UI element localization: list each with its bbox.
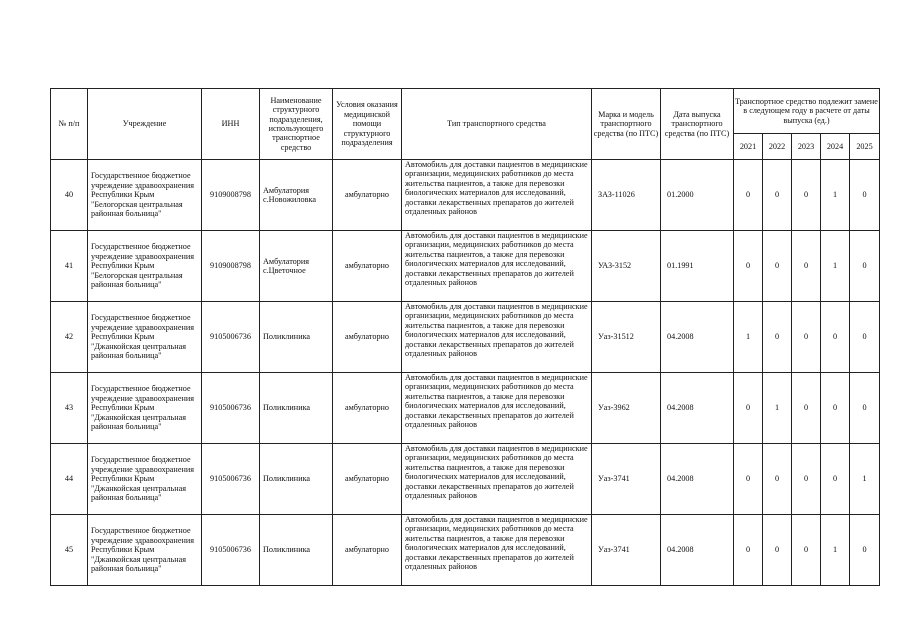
row-year-2025: 0 — [850, 231, 880, 302]
row-year-2021: 0 — [734, 160, 763, 231]
table-row — [51, 160, 880, 231]
row-year-2024: 1 — [821, 515, 850, 586]
row-inn: 9105006736 — [202, 302, 260, 373]
vehicle-replacement-table — [50, 88, 880, 586]
row-year-2022: 1 — [763, 373, 792, 444]
row-year-2024: 1 — [821, 231, 850, 302]
row-conditions: амбулаторно — [333, 515, 402, 586]
row-conditions: амбулаторно — [333, 231, 402, 302]
row-vehicle-type: Автомобиль для доставки пациентов в медицинские организации, медицинских работников до места жительства пациентов, а также для перевозки биологических материалов для исследований, доставки лекарственных препаратов до жителей отдаленных районов — [402, 515, 592, 586]
row-institution: Государственное бюджетное учреждение здравоохранения Республики Крым "Джанкойская центральная районная больница" — [88, 515, 202, 586]
row-brand: Уаз-3962 — [592, 373, 661, 444]
table-row — [51, 373, 880, 444]
row-institution: Государственное бюджетное учреждение здравоохранения Республики Крым "Джанкойская центральная районная больница" — [88, 444, 202, 515]
row-subdivision: Амбулатория с.Цветочное — [260, 231, 333, 302]
row-num: 44 — [51, 444, 88, 515]
row-institution: Государственное бюджетное учреждение здравоохранения Республики Крым "Джанкойская центральная районная больница" — [88, 302, 202, 373]
row-year-2025: 1 — [850, 444, 880, 515]
row-brand: Уаз-3741 — [592, 444, 661, 515]
table-header — [51, 89, 880, 160]
row-year-2025: 0 — [850, 373, 880, 444]
header-release-date: Дата выпуска транспортного средства (по ПТС) — [661, 89, 734, 160]
row-year-2024: 0 — [821, 373, 850, 444]
row-year-2023: 0 — [792, 373, 821, 444]
row-subdivision: Поликлиника — [260, 444, 333, 515]
header-year-2025: 2025 — [850, 134, 880, 160]
row-year-2022: 0 — [763, 302, 792, 373]
header-year-2023: 2023 — [792, 134, 821, 160]
header-inn: ИНН — [202, 89, 260, 160]
row-release-date: 01.1991 — [661, 231, 734, 302]
document-sheet — [50, 88, 880, 586]
table-row — [51, 231, 880, 302]
row-year-2025: 0 — [850, 160, 880, 231]
row-year-2022: 0 — [763, 160, 792, 231]
row-year-2021: 0 — [734, 231, 763, 302]
row-year-2021: 0 — [734, 515, 763, 586]
row-conditions: амбулаторно — [333, 302, 402, 373]
table-row — [51, 302, 880, 373]
table-body — [51, 160, 880, 586]
header-conditions: Условия оказания медицинской помощи структурного подразделения — [333, 89, 402, 160]
row-subdivision: Амбулатория с.Новожиловка — [260, 160, 333, 231]
row-conditions: амбулаторно — [333, 373, 402, 444]
row-inn: 9109008798 — [202, 231, 260, 302]
row-inn: 9105006736 — [202, 515, 260, 586]
header-replacement: Транспортное средство подлежит замене в следующем году в расчете от даты выпуска (ед.) — [734, 89, 880, 134]
row-year-2022: 0 — [763, 515, 792, 586]
row-num: 41 — [51, 231, 88, 302]
row-year-2024: 0 — [821, 444, 850, 515]
row-year-2025: 0 — [850, 302, 880, 373]
row-brand: УАЗ-3152 — [592, 231, 661, 302]
row-inn: 9109008798 — [202, 160, 260, 231]
row-year-2021: 0 — [734, 444, 763, 515]
row-year-2021: 0 — [734, 373, 763, 444]
header-year-2021: 2021 — [734, 134, 763, 160]
header-institution: Учреждение — [88, 89, 202, 160]
row-conditions: амбулаторно — [333, 160, 402, 231]
header-year-2022: 2022 — [763, 134, 792, 160]
row-num: 43 — [51, 373, 88, 444]
row-year-2024: 1 — [821, 160, 850, 231]
row-vehicle-type: Автомобиль для доставки пациентов в медицинские организации, медицинских работников до места жительства пациентов, а также для перевозки биологических материалов для исследований, доставки лекарственных препаратов до жителей отдаленных районов — [402, 231, 592, 302]
row-release-date: 04.2008 — [661, 302, 734, 373]
row-vehicle-type: Автомобиль для доставки пациентов в медицинские организации, медицинских работников до места жительства пациентов, а также для перевозки биологических материалов для исследований, доставки лекарственных препаратов до жителей отдаленных районов — [402, 160, 592, 231]
row-institution: Государственное бюджетное учреждение здравоохранения Республики Крым "Белогорская центральная районная больница" — [88, 160, 202, 231]
row-release-date: 04.2008 — [661, 444, 734, 515]
row-year-2023: 0 — [792, 302, 821, 373]
row-institution: Государственное бюджетное учреждение здравоохранения Республики Крым "Джанкойская центральная районная больница" — [88, 373, 202, 444]
row-release-date: 01.2000 — [661, 160, 734, 231]
row-year-2025: 0 — [850, 515, 880, 586]
header-brand: Марка и модель транспортного средства (по ПТС) — [592, 89, 661, 160]
row-vehicle-type: Автомобиль для доставки пациентов в медицинские организации, медицинских работников до места жительства пациентов, а также для перевозки биологических материалов для исследований, доставки лекарственных препаратов до жителей отдаленных районов — [402, 444, 592, 515]
row-release-date: 04.2008 — [661, 515, 734, 586]
row-subdivision: Поликлиника — [260, 373, 333, 444]
row-brand: Уаз-31512 — [592, 302, 661, 373]
table-row — [51, 444, 880, 515]
row-year-2023: 0 — [792, 160, 821, 231]
header-year-2024: 2024 — [821, 134, 850, 160]
row-year-2023: 0 — [792, 231, 821, 302]
row-release-date: 04.2008 — [661, 373, 734, 444]
row-subdivision: Поликлиника — [260, 302, 333, 373]
table-row — [51, 515, 880, 586]
row-brand: Уаз-3741 — [592, 515, 661, 586]
row-vehicle-type: Автомобиль для доставки пациентов в медицинские организации, медицинских работников до места жительства пациентов, а также для перевозки биологических материалов для исследований, доставки лекарственных препаратов до жителей отдаленных районов — [402, 373, 592, 444]
row-num: 40 — [51, 160, 88, 231]
row-subdivision: Поликлиника — [260, 515, 333, 586]
row-num: 42 — [51, 302, 88, 373]
header-vehicle-type: Тип транспортного средства — [402, 89, 592, 160]
row-institution: Государственное бюджетное учреждение здравоохранения Республики Крым "Белогорская центральная районная больница" — [88, 231, 202, 302]
row-year-2022: 0 — [763, 444, 792, 515]
row-year-2023: 0 — [792, 515, 821, 586]
row-year-2022: 0 — [763, 231, 792, 302]
row-inn: 9105006736 — [202, 444, 260, 515]
row-vehicle-type: Автомобиль для доставки пациентов в медицинские организации, медицинских работников до места жительства пациентов, а также для перевозки биологических материалов для исследований, доставки лекарственных препаратов до жителей отдаленных районов — [402, 302, 592, 373]
row-brand: ЗАЗ-11026 — [592, 160, 661, 231]
row-year-2024: 0 — [821, 302, 850, 373]
row-num: 45 — [51, 515, 88, 586]
row-inn: 9105006736 — [202, 373, 260, 444]
row-year-2023: 0 — [792, 444, 821, 515]
row-conditions: амбулаторно — [333, 444, 402, 515]
header-num: № п/п — [51, 89, 88, 160]
row-year-2021: 1 — [734, 302, 763, 373]
header-subdivision: Наименование структурного подразделения, использующего транспортное средство — [260, 89, 333, 160]
